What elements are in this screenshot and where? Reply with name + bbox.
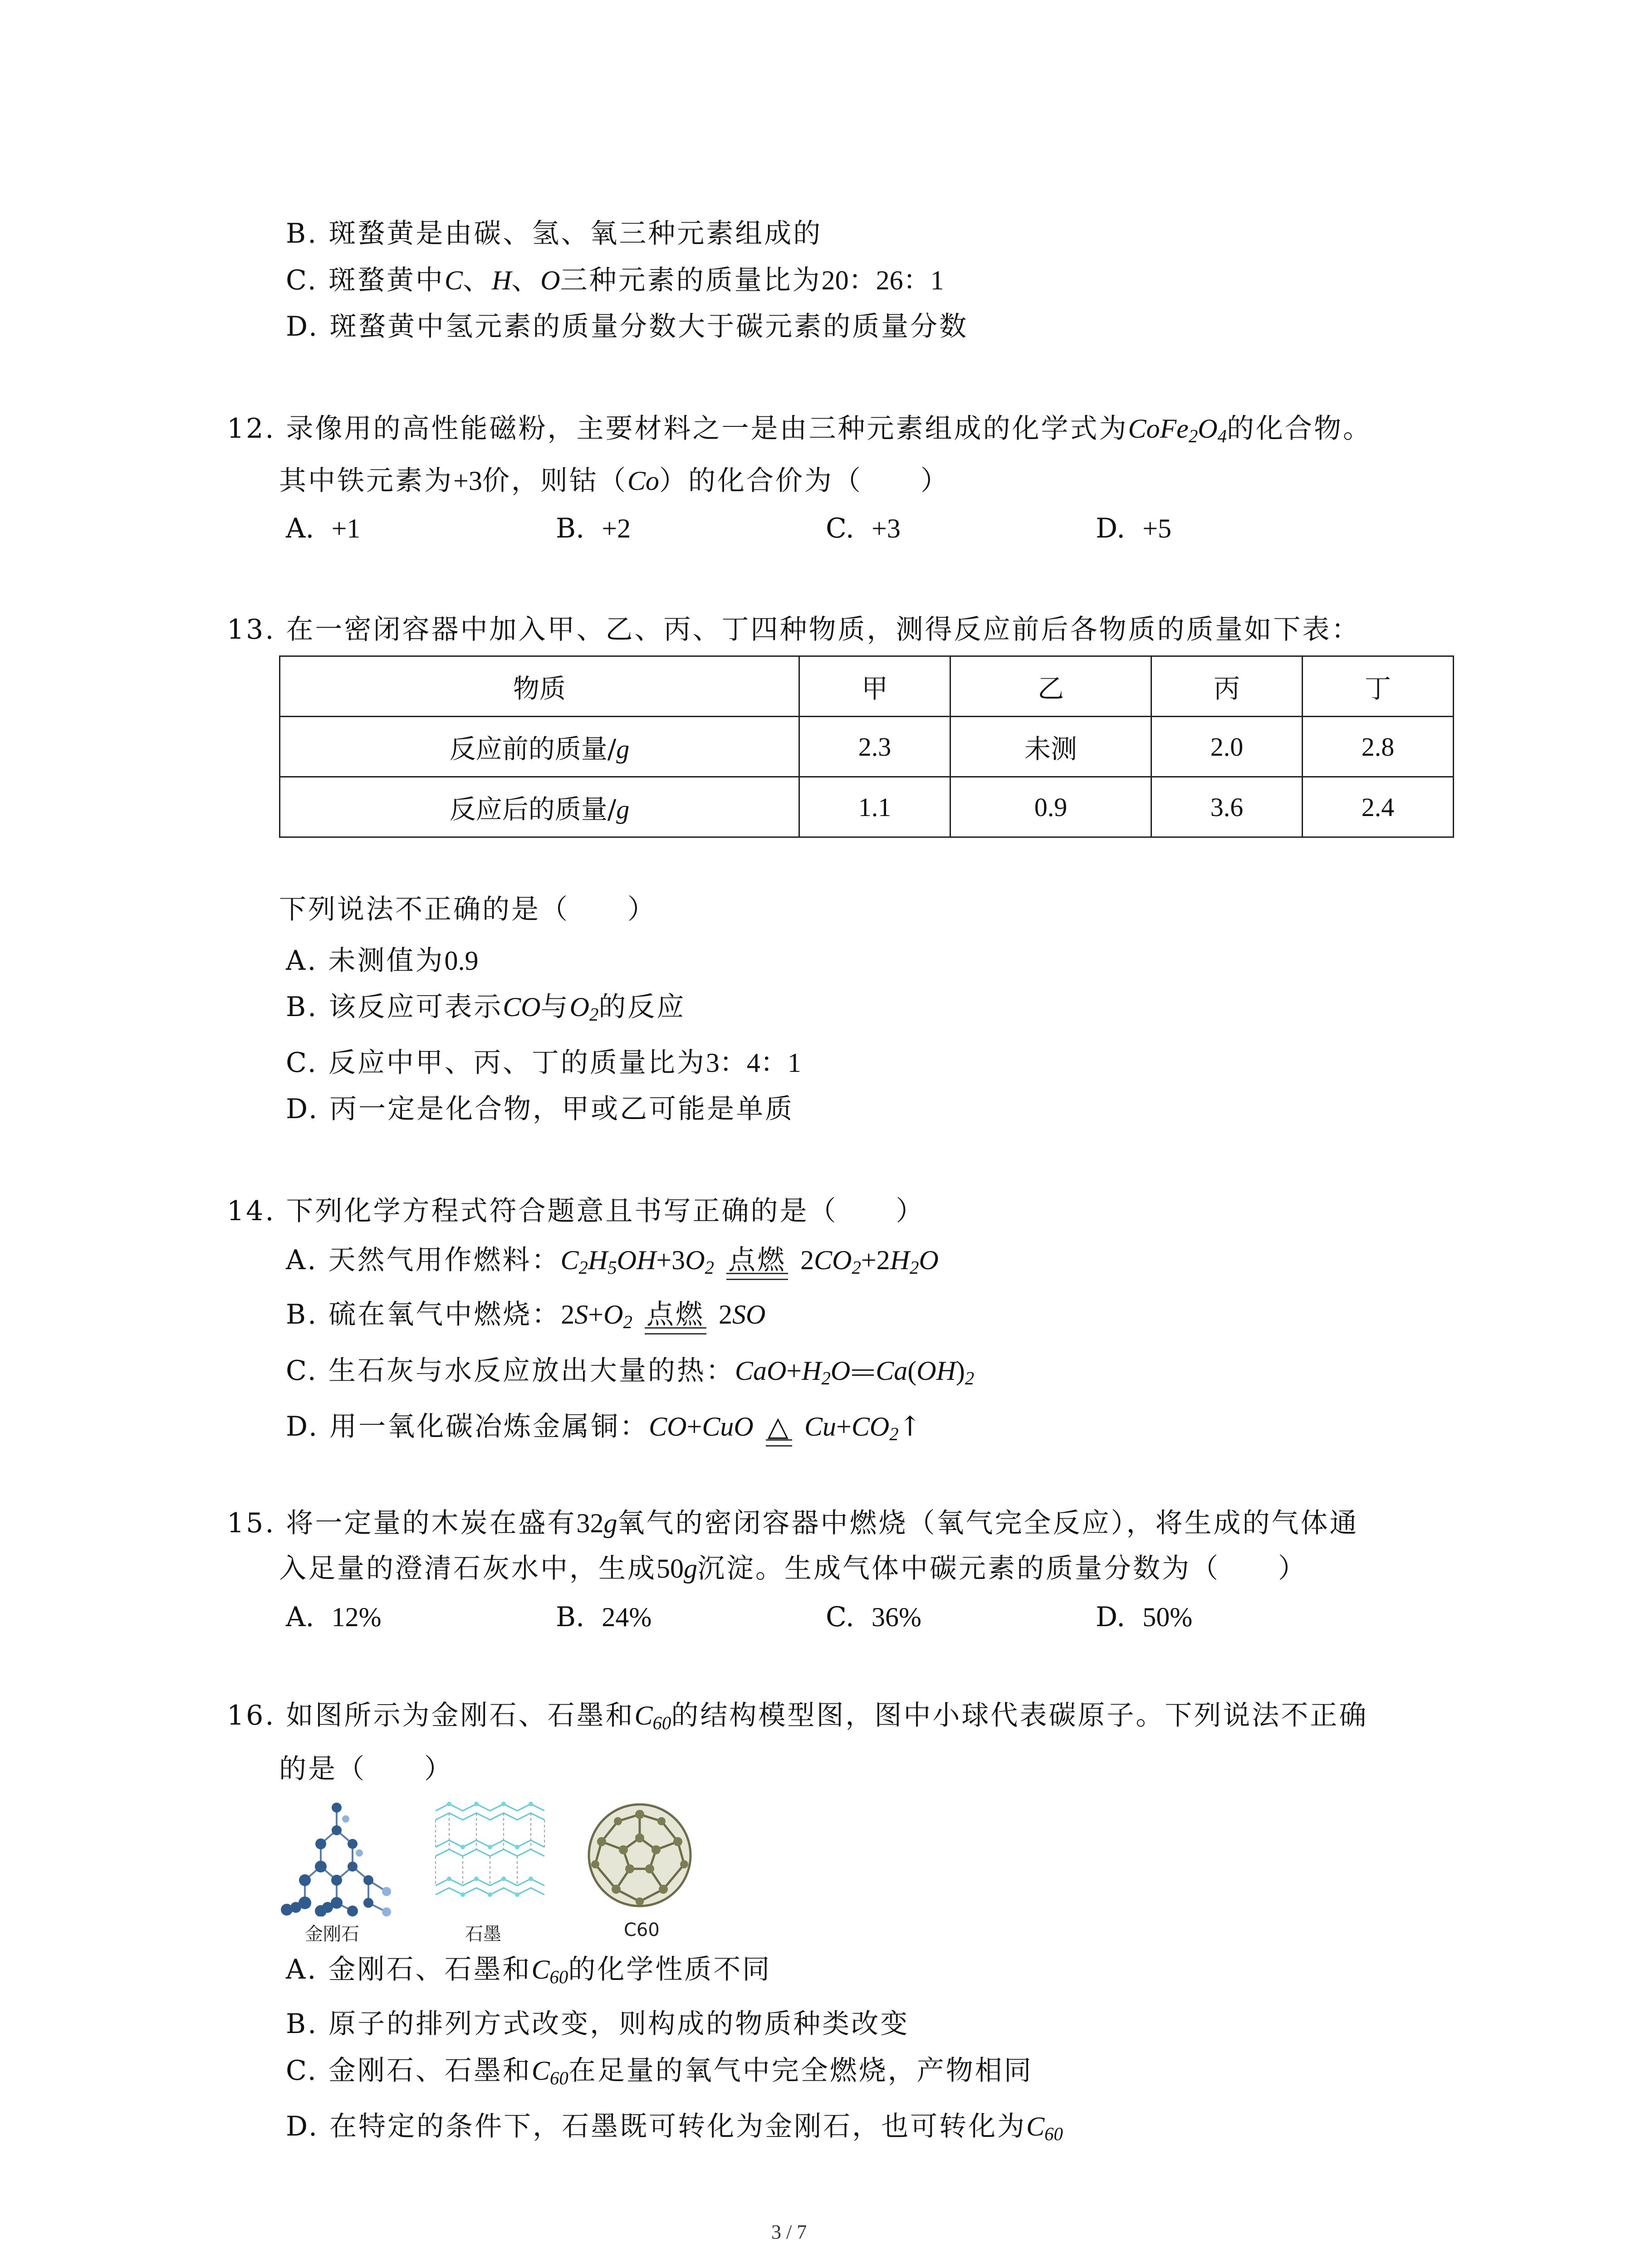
table-cell: 0.9 — [950, 777, 1151, 837]
q13-option-b: B. 该反应可表示CO与$O_2$的反应 — [286, 991, 686, 1025]
q15-choice-b: B. 24% — [556, 1601, 652, 1633]
graphite-caption: 石墨 — [465, 1924, 501, 1945]
table-row-label: 反应后的质量/g — [280, 777, 799, 837]
table-row — [280, 777, 1454, 837]
q15-stem-line1: 15. 将一定量的木炭在盛有32g氧气的密闭容器中燃烧（氧气完全反应），将生成的气体通 — [227, 1507, 1359, 1539]
page-number: 3 / 7 — [771, 2221, 807, 2243]
reaction-condition: 点燃 — [643, 1301, 708, 1328]
table-cell: 2.8 — [1303, 717, 1454, 777]
q12-stem-line2: 其中铁元素为+3价，则钴（Co）的化合价为（ ） — [279, 465, 950, 497]
q12-choice-d: D. +5 — [1096, 513, 1172, 544]
q13-ask: 下列说法不正确的是（ ） — [279, 894, 656, 925]
q14-stem: 14. 下列化学方程式符合题意且书写正确的是（ ） — [227, 1195, 925, 1227]
q16-stem-line2: 的是（ ） — [279, 1753, 453, 1785]
q15-choice-c: C. 36% — [826, 1601, 921, 1633]
diamond-structure-icon — [278, 1794, 400, 1916]
q12-stem-line1: 12. 录像用的高性能磁粉，主要材料之一是由三种元素组成的化学式为$CoFe_2O_4$的化合物。 — [227, 413, 1372, 447]
q16-option-a: A. 金刚石、石墨和$C_{60}$的化学性质不同 — [286, 1954, 772, 1988]
table-header-cell: 乙 — [950, 656, 1151, 717]
table-header-cell: 物质 — [280, 656, 799, 717]
q12-choice-b: B. +2 — [556, 513, 631, 544]
q15-choice-d: D. 50% — [1096, 1601, 1193, 1633]
table-header-cell: 丙 — [1151, 656, 1303, 717]
q11-option-b: B. 斑蝥黄是由碳、氢、氧三种元素组成的 — [286, 218, 823, 249]
table-header-cell: 甲 — [799, 656, 950, 717]
gas-arrow-icon: ↑ — [898, 1411, 923, 1442]
table-row — [280, 717, 1454, 777]
q16-option-d: D. 在特定的条件下，石墨既可转化为金刚石，也可转化为$C_{60}$ — [286, 2111, 1063, 2145]
q11-option-d: D. 斑蝥黄中氢元素的质量分数大于碳元素的质量分数 — [286, 311, 969, 342]
table-cell: 2.0 — [1151, 717, 1303, 777]
q16-option-c: C. 金刚石、石墨和$C_{60}$在足量的氧气中完全燃烧，产物相同 — [286, 2055, 1033, 2089]
q15-choice-a: A. 12% — [286, 1601, 382, 1633]
table-cell: 2.3 — [799, 717, 950, 777]
table-cell: 3.6 — [1151, 777, 1303, 837]
c60-caption: C60 — [624, 1920, 660, 1941]
q16-option-b: B. 原子的排列方式改变，则构成的物质种类改变 — [286, 2008, 910, 2040]
q13-option-d: D. 丙一定是化合物，甲或乙可能是单质 — [286, 1093, 794, 1125]
table-cell: 2.4 — [1303, 777, 1454, 837]
mass-table — [279, 655, 1454, 838]
q12-choice-c: C. +3 — [826, 513, 901, 544]
q11-option-c: C. 斑蝥黄中C、H、O三种元素的质量比为20：26：1 — [286, 264, 944, 296]
q13-stem: 13. 在一密闭容器中加入甲、乙、丙、丁四种物质，测得反应前后各物质的质量如下表： — [227, 614, 1361, 645]
c60-structure-icon — [581, 1796, 699, 1914]
q14-option-d: D. 用一氧化碳冶炼金属铜：CO+CuO △ $Cu+CO_2↑$ — [286, 1413, 923, 1440]
equals-sign — [852, 1369, 874, 1376]
q14-option-a: A. 天然气用作燃料：$C_2H_5OH+3O_2$ 点燃 $2CO_2+2H_2O$ — [286, 1246, 939, 1274]
q13-option-c: C. 反应中甲、丙、丁的质量比为3：4：1 — [286, 1047, 801, 1079]
table-header-cell: 丁 — [1303, 656, 1454, 717]
q14-option-c: C. 生石灰与水反应放出大量的热：$CaO+H_2O$ $Ca(OH)_2$ — [286, 1355, 975, 1389]
q15-stem-line2: 入足量的澄清石灰水中，生成50g沉淀。生成气体中碳元素的质量分数为（ ） — [279, 1553, 1307, 1584]
table-cell: 1.1 — [799, 777, 950, 837]
diamond-caption: 金刚石 — [305, 1924, 359, 1945]
reaction-condition: 点燃 — [725, 1246, 790, 1274]
q16-stem-line1: 16. 如图所示为金刚石、石墨和$C_{60}$的结构模型图，图中小球代表碳原子。下列说法不正确 — [227, 1700, 1368, 1734]
q14-option-b: B. 硫在氧气中燃烧：$2S+O_2$ 点燃 2SO — [286, 1301, 765, 1328]
q13-option-a: A. 未测值为0.9 — [286, 945, 479, 977]
reaction-condition: △ — [764, 1413, 794, 1440]
graphite-structure-icon — [431, 1797, 554, 1911]
q12-choice-a: A. +1 — [286, 513, 361, 544]
table-header-row — [280, 656, 1454, 717]
table-row-label: 反应前的质量/g — [280, 717, 799, 777]
table-cell: 未测 — [950, 717, 1151, 777]
